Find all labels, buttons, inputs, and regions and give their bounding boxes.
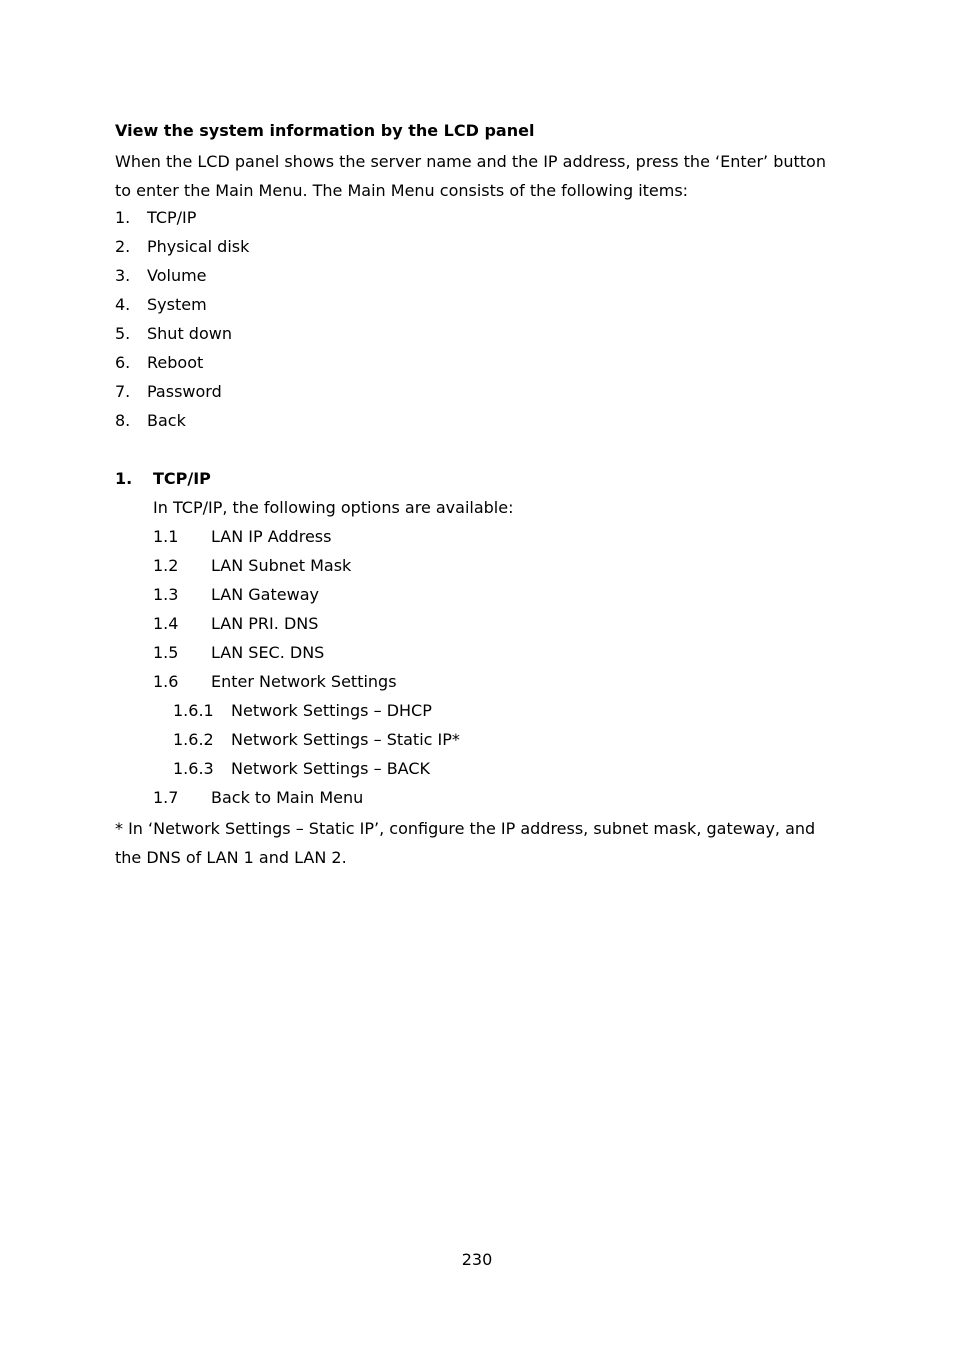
item-label: Shut down: [147, 324, 232, 343]
item-number: 1.5: [153, 643, 179, 662]
page-number: 230: [461, 1250, 493, 1269]
list-item: [115, 698, 845, 727]
spacer: [115, 437, 845, 466]
item-label: LAN Subnet Mask: [211, 556, 352, 575]
item-number: 1.4: [153, 614, 179, 633]
item-label: Enter Network Settings: [211, 672, 397, 691]
list-item: [115, 669, 845, 698]
list-item: [115, 785, 845, 814]
item-label: LAN PRI. DNS: [211, 614, 319, 633]
item-number: 1.6.3: [173, 759, 214, 778]
item-number: 2.: [115, 237, 131, 256]
item-number: 1.3: [153, 585, 179, 604]
item-label: Volume: [147, 266, 207, 285]
item-number: 1.2: [153, 556, 179, 575]
item-label: LAN IP Address: [211, 527, 332, 546]
item-label: TCP/IP: [147, 208, 197, 227]
tcpip-section-title: [115, 466, 845, 495]
list-item: [115, 756, 845, 785]
section-heading: View the system information by the LCD panel: [115, 121, 535, 140]
item-number: 8.: [115, 411, 131, 430]
item-label: Network Settings – Static IP*: [231, 730, 460, 749]
item-label: Password: [147, 382, 222, 401]
list-item: [115, 263, 845, 292]
intro-paragraph: When the LCD panel shows the server name and the IP address, press the ‘Enter’ button to enter the Main Menu. The Main Menu consists of the following items:: [115, 152, 826, 200]
section-title-text: TCP/IP: [153, 469, 211, 488]
item-number: 5.: [115, 324, 131, 343]
main-menu-list: [115, 205, 845, 437]
item-label: LAN SEC. DNS: [211, 643, 325, 662]
item-number: 1.6.1: [173, 701, 214, 720]
list-item: [115, 553, 845, 582]
list-item: [115, 292, 845, 321]
tcpip-options-list: [115, 524, 845, 814]
footnote: * In ‘Network Settings – Static IP’, configure the IP address, subnet mask, gateway, and the DNS of LAN 1 and LAN 2.: [115, 819, 816, 867]
list-item: [115, 727, 845, 756]
item-label: Network Settings – DHCP: [231, 701, 432, 720]
list-item: [115, 582, 845, 611]
tcpip-intro: In TCP/IP, the following options are available:: [153, 498, 514, 517]
list-item: [115, 321, 845, 350]
item-number: 3.: [115, 266, 131, 285]
item-label: Physical disk: [147, 237, 250, 256]
item-number: 1.6: [153, 672, 179, 691]
item-number: 1.7: [153, 788, 179, 807]
list-item: [115, 524, 845, 553]
item-label: Back: [147, 411, 186, 430]
item-number: 7.: [115, 382, 131, 401]
list-item: [115, 205, 845, 234]
item-label: Reboot: [147, 353, 204, 372]
list-item: [115, 611, 845, 640]
item-number: 1.: [115, 208, 131, 227]
list-item: [115, 350, 845, 379]
list-item: [115, 234, 845, 263]
item-number: 6.: [115, 353, 131, 372]
section-number: 1.: [115, 469, 133, 488]
item-number: 1.1: [153, 527, 179, 546]
item-label: Back to Main Menu: [211, 788, 364, 807]
document-page: [115, 118, 845, 872]
item-label: LAN Gateway: [211, 585, 319, 604]
list-item: [115, 640, 845, 669]
item-label: System: [147, 295, 207, 314]
item-number: 4.: [115, 295, 131, 314]
item-label: Network Settings – BACK: [231, 759, 430, 778]
list-item: [115, 379, 845, 408]
item-number: 1.6.2: [173, 730, 214, 749]
list-item: [115, 408, 845, 437]
